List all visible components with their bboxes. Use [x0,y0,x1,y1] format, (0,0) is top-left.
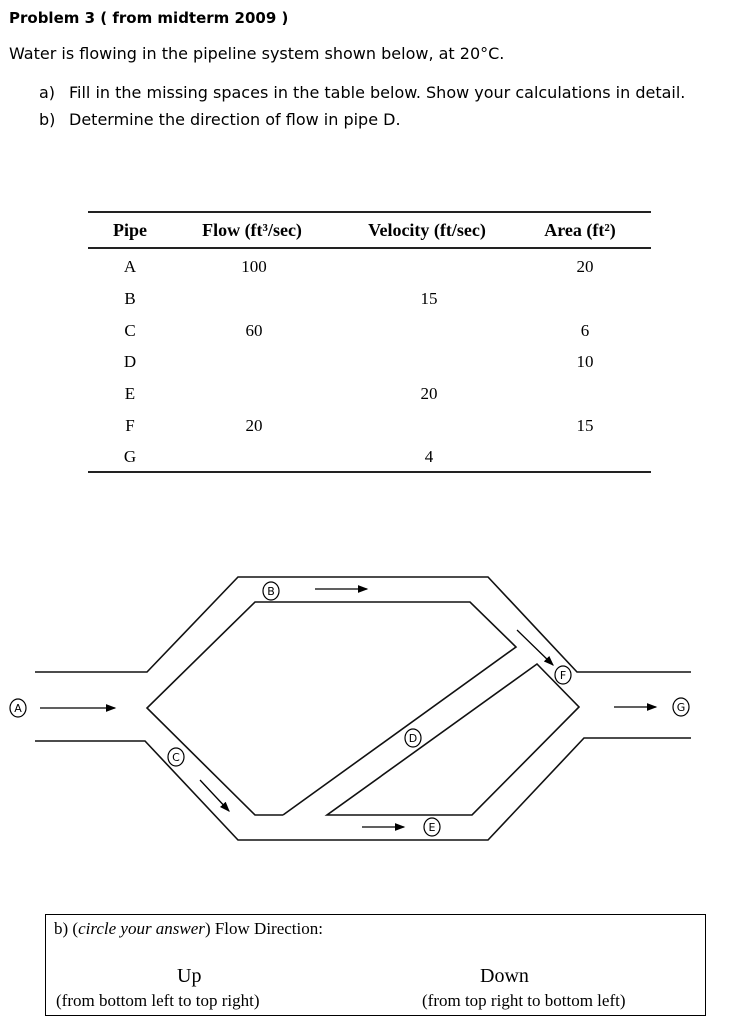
pipe-label-g: G [676,701,686,714]
table-cell: 10 [576,352,594,371]
table-cell: 100 [241,257,267,276]
problem-title: Problem 3 ( from midterm 2009 ) [9,9,289,27]
question-a-text: Fill in the missing spaces in the table below. Show your calculations in detail. [69,83,686,102]
table-cell: F [125,416,135,435]
column-header: Flow (ft³/sec) [202,220,302,240]
table-cell: 20 [576,257,594,276]
pipe-label-e: E [428,821,436,834]
table-cell: B [124,289,136,308]
pipe-label-a: A [14,702,22,715]
column-header: Area (ft²) [544,220,616,240]
outer-top-wall [35,577,691,672]
pipe-label-b: B [267,585,275,598]
table-cell: 20 [420,384,438,403]
table-cell: A [123,257,137,276]
table-cell: 15 [420,289,438,308]
question-b-text: Determine the direction of flow in pipe D. [69,110,401,129]
table-cell: G [123,447,137,466]
arrow-f [517,630,553,665]
table-cell: 20 [245,416,263,435]
table-cell: 4 [424,447,434,466]
prompt-suffix: ) Flow Direction: [204,919,323,938]
question-b-label: b) [39,110,56,129]
option-down-detail: (from top right to bottom left) [422,991,626,1010]
question-a-label: a) [39,83,56,102]
table-cell: 60 [245,321,263,340]
intro-text: Water is flowing in the pipeline system shown below, at 20°C. [9,44,505,63]
answer-prompt [54,919,323,939]
table-cell: 15 [576,416,594,435]
column-header: Pipe [113,220,147,240]
prompt-prefix: b) ( [54,919,79,938]
column-header: Velocity (ft/sec) [368,220,486,240]
inner-right-island [327,664,579,815]
option-down[interactable]: Down [480,965,529,987]
option-up-detail: (from bottom left to top right) [56,991,260,1010]
table-cell: C [124,321,136,340]
prompt-italic: circle your answer [78,919,205,938]
pipe-label-c: C [172,751,180,764]
pipe-label-f: F [559,669,567,682]
pipe-label-d: D [408,732,418,745]
answer-box [45,914,706,1016]
table-cell: 6 [580,321,590,340]
table-cell: D [123,352,137,371]
table-cell: E [124,384,136,403]
option-up[interactable]: Up [177,965,202,987]
